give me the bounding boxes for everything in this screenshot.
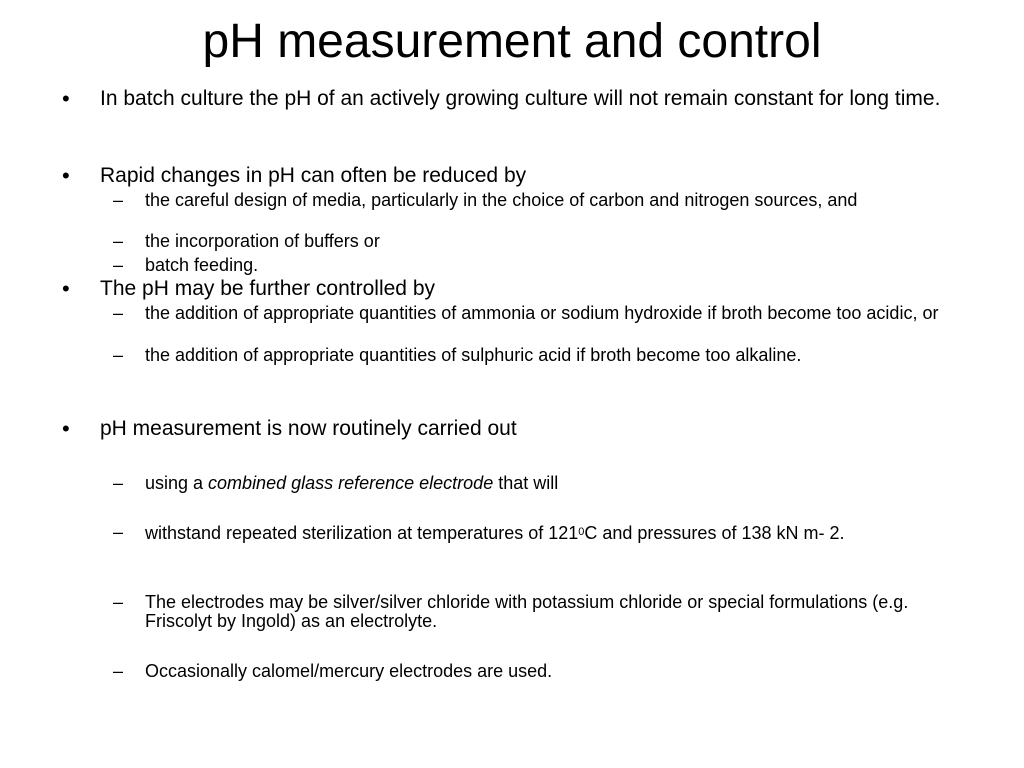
bullet-icon: • (62, 276, 70, 301)
sub-bullet-text: the addition of appropriate quantities of ammonia or sodium hydroxide if broth become too acidic, or (145, 303, 939, 323)
dash-icon: – (113, 661, 124, 681)
bullet-text: Rapid changes in pH can often be reduced by (100, 164, 527, 187)
slide-title: pH measurement and control (202, 15, 822, 68)
sub-bullet-text: Occasionally calomel/mercury electrodes are used. (145, 661, 553, 681)
text-segment: C and pressures of 138 kN m- 2. (584, 523, 845, 543)
bullet-text: pH measurement is now routinely carried out (100, 417, 517, 440)
text-segment: that will (493, 473, 559, 493)
bullet-icon: • (62, 163, 70, 188)
dash-icon: – (113, 522, 124, 542)
bullet-icon: • (62, 86, 70, 111)
sub-bullet-item (113, 662, 963, 681)
dash-icon: – (113, 345, 124, 365)
emphasis-text: combined glass reference electrode (208, 473, 494, 493)
bullet-item (62, 86, 962, 111)
sub-bullet-text: The electrodes may be silver/silver chloride with potassium chloride or special formulations (e.g. Friscolyt by Ingold) as an electrolyte. (145, 592, 909, 631)
sub-bullet-item (113, 232, 963, 251)
sub-bullet-item (113, 523, 963, 543)
dash-icon: – (113, 190, 124, 210)
sub-bullet-item (113, 304, 963, 323)
sub-bullet-text: the careful design of media, particularly in the choice of carbon and nitrogen sources, and (145, 190, 858, 210)
sub-bullet-item (113, 191, 963, 210)
dash-icon: – (113, 231, 124, 251)
sub-bullet-text: batch feeding. (145, 255, 259, 275)
sub-bullet-text (145, 474, 963, 493)
sub-bullet-text (145, 523, 963, 543)
sub-bullet-item (113, 346, 963, 365)
bullet-item (62, 416, 962, 441)
sub-bullet-text: the incorporation of buffers or (145, 231, 380, 251)
superscript: 0 (578, 526, 585, 538)
dash-icon: – (113, 592, 124, 612)
bullet-text: The pH may be further controlled by (100, 277, 435, 300)
sub-bullet-item (113, 593, 963, 631)
text-segment: withstand repeated sterilization at temperatures of 121 (145, 523, 579, 543)
sub-bullet-item (113, 474, 963, 493)
bullet-text: In batch culture the pH of an actively growing culture will not remain constant for long time. (100, 87, 941, 110)
sub-bullet-text: the addition of appropriate quantities of sulphuric acid if broth become too alkaline. (145, 345, 802, 365)
text-segment: using a (145, 473, 209, 493)
dash-icon: – (113, 473, 124, 493)
dash-icon: – (113, 303, 124, 323)
dash-icon: – (113, 255, 124, 275)
sub-bullet-item (113, 256, 963, 275)
bullet-item (62, 163, 962, 188)
bullet-icon: • (62, 416, 70, 441)
bullet-item (62, 276, 962, 301)
